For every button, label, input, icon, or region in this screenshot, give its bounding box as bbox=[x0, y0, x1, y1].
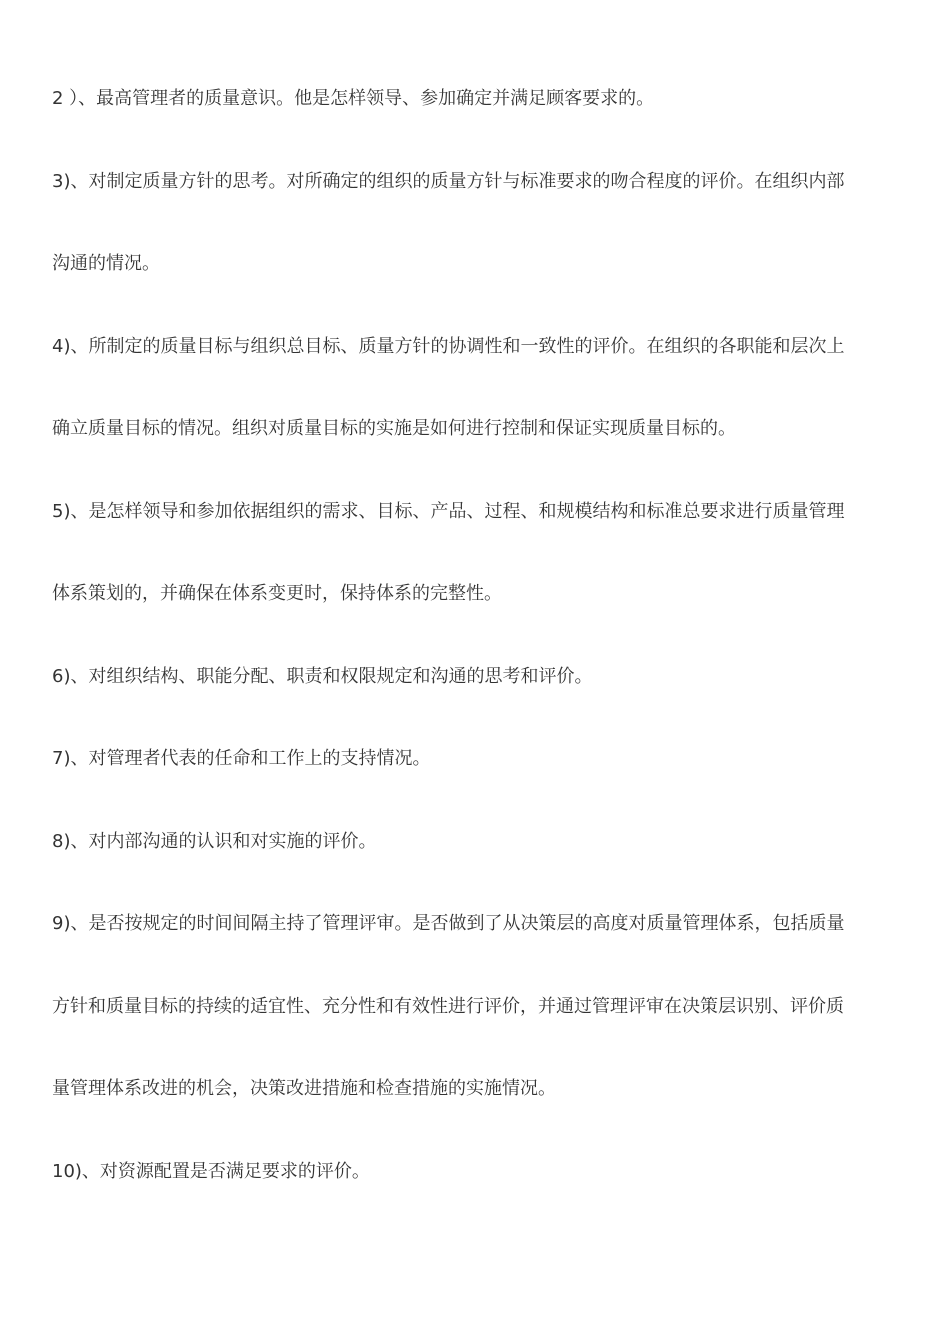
document-body bbox=[52, 58, 898, 1213]
paragraph-item-2 bbox=[52, 58, 898, 141]
text-line: 3)、对制定质量方针的思考。对所确定的组织的质量方针与标准要求的吻合程度的评价。在组织内部 bbox=[52, 170, 845, 192]
paragraph-item-8 bbox=[52, 801, 898, 884]
paragraph-item-9 bbox=[52, 883, 898, 1131]
text-line: 5)、是怎样领导和参加依据组织的需求、目标、产品、过程、和规模结构和标准总要求进行质量管理 bbox=[52, 500, 845, 522]
paragraph-item-6 bbox=[52, 636, 898, 719]
text-line: 10)、对资源配置是否满足要求的评价。 bbox=[52, 1160, 370, 1182]
text-line: 6)、对组织结构、职能分配、职责和权限规定和沟通的思考和评价。 bbox=[52, 665, 593, 687]
paragraph-item-7 bbox=[52, 718, 898, 801]
paragraph-item-10 bbox=[52, 1131, 898, 1214]
paragraph-item-3 bbox=[52, 141, 898, 306]
text-line: 沟通的情况。 bbox=[52, 253, 160, 274]
text-line: 7)、对管理者代表的任命和工作上的支持情况。 bbox=[52, 748, 431, 769]
text-line: 9)、是否按规定的时间间隔主持了管理评审。是否做到了从决策层的高度对质量管理体系，包括质量 bbox=[52, 913, 845, 934]
text-line: 量管理体系改进的机会，决策改进措施和检查措施的实施情况。 bbox=[52, 1078, 556, 1099]
text-line: 4)、所制定的质量目标与组织总目标、质量方针的协调性和一致性的评价。在组织的各职能和层次上 bbox=[52, 335, 845, 357]
paragraph-item-4 bbox=[52, 306, 898, 471]
text-line: 方针和质量目标的持续的适宜性、充分性和有效性进行评价，并通过管理评审在决策层识别、评价质 bbox=[52, 995, 844, 1017]
text-line: 体系策划的，并确保在体系变更时，保持体系的完整性。 bbox=[52, 583, 502, 604]
text-line: 确立质量目标的情况。组织对质量目标的实施是如何进行控制和保证实现质量目标的。 bbox=[52, 418, 736, 439]
text-line: 8)、对内部沟通的认识和对实施的评价。 bbox=[52, 830, 377, 852]
paragraph-item-5 bbox=[52, 471, 898, 636]
text-line: 2 ）、最高管理者的质量意识。他是怎样领导、参加确定并满足顾客要求的。 bbox=[52, 88, 655, 109]
